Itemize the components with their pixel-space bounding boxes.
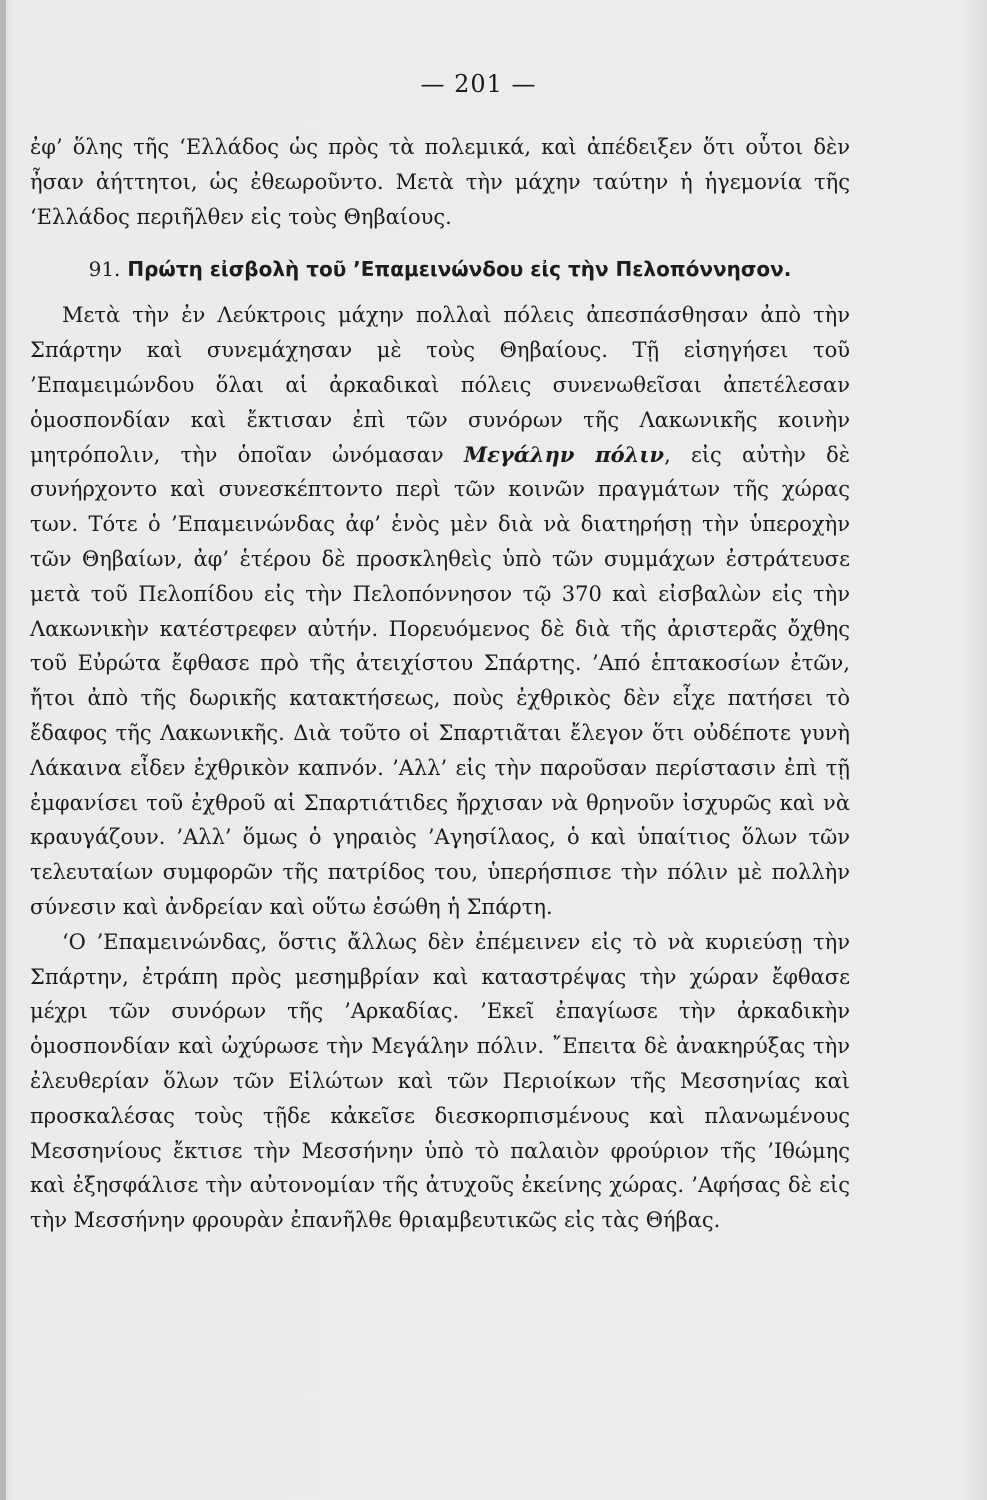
page-binding-edge	[0, 0, 6, 1500]
emphasized-term: Μεγάλην πόλιν	[463, 441, 665, 467]
paragraph-epaminondas: ‘Ο ’Επαμεινώνδας, ὅστις ἄλλως δὲν ἐπέμεινεν εἰς τὸ νὰ κυριεύσῃ τὴν Σπάρτην, ἐτράπη πρὸς μεσημβρίαν καὶ καταστρέψας τὴν χώραν ἔφθασε μέχρι τῶν συνόρων τῆς ’Αρκαδίας. ’Εκεῖ ἐπαγίωσε τὴν ἀρκαδικὴν ὁμοσπονδίαν καὶ ὠχύρωσε τὴν Μεγάλην πόλιν. ῎Επειτα δὲ ἀνακηρύξας τὴν ἐλευθερίαν ὅλων τῶν Εἱλώτων καὶ τῶν Περιοίκων τῆς Μεσσηνίας καὶ προσκαλέσας τοὺς τῇδε κἀκεῖσε διεσκορπισμένους καὶ πλανωμένους Μεσσηνίους ἔκτισε τὴν Μεσσήνην ὑπὸ τὸ παλαιὸν φρούριον τῆς ’Ιθώμης καὶ ἐξησφάλισε τὴν αὐτονομίαν τῆς ἀτυχοῦς ἐκείνης χώρας. ’Αφήσας δὲ εἰς τὴν Μεσσήνην φρουρὰν ἐπανῆλθε θριαμβευτικῶς εἰς τὰς Θήβας.	[30, 929, 850, 1233]
paragraph-leuctra	[30, 298, 850, 924]
section-heading	[30, 252, 850, 286]
page-number: — 201 —	[420, 70, 537, 98]
paragraph-leuctra-text-a: Μετὰ τὴν ἐν Λεύκτροις μάχην πολλαὶ πόλεις ἀπεσπάσθησαν ἀπὸ τὴν Σπάρτην καὶ συνεμάχησαν μὲ τοὺς Θηβαίους. Τῇ εἰσηγήσει τοῦ ’Επαμειμώνδου ὅλαι αἱ ἀρκαδικαὶ πόλεις συνενωθεῖσαι ἀπετέλεσαν ὁμοσπονδίαν καὶ ἔκτισαν ἐπὶ τῶν συνόρων τῆς Λακωνικῆς κοινὴν μητρόπολιν, τὴν ὁποῖαν ὠνόμασαν	[30, 303, 850, 467]
paragraph-leuctra-text-b: , εἰς αὐτὴν δὲ συνήρχοντο καὶ συνεσκέπτοντο περὶ τῶν κοινῶν πραγμάτων τῆς χώρας των. Τότε ὁ ’Επαμεινώνδας ἀφ’ ἑνὸς μὲν διὰ νὰ διατηρήσῃ τὴν ὑπεροχὴν τῶν Θηβαίων, ἀφ’ ἑτέρου δὲ προσκληθεὶς ὑπὸ τῶν συμμάχων ἐστράτευσε μετὰ τοῦ Πελοπίδου εἰς τὴν Πελοπόννησον τῷ 370 καὶ εἰσβαλὼν εἰς τὴν Λακωνικὴν κατέστρεφεν αὐτήν. Πορευόμενος δὲ διὰ τῆς ἀριστερᾶς ὄχθης τοῦ Εὐρώτα ἔφθασε πρὸ τῆς ἀτειχίστου Σπάρτης. ’Από ἑπτακοσίων ἐτῶν, ἤτοι ἀπὸ τῆς δωρικῆς κατακτήσεως, ποὺς ἐχθρικὸς δὲν εἶχε πατήσει τὸ ἔδαφος τῆς Λακωνικῆς. Διὰ τοῦτο οἱ Σπαρτιᾶται ἔλεγον ὅτι οὐδέποτε γυνὴ Λάκαινα εἶδεν ἐχθρικὸν καπνόν. ’Αλλ’ εἰς τὴν παροῦσαν περίστασιν ἐπὶ τῇ ἐμφανίσει τοῦ ἐχθροῦ αἱ Σπαρτιάτιδες ἤρχισαν νὰ θρηνοῦν ἰσχυρῶς καὶ νὰ κραυγάζουν. ’Αλλ’ ὅμως ὁ γηραιὸς ’Αγησίλαος, ὁ καὶ ὑπαίτιος ὅλων τῶν τελευταίων συμφορῶν τῆς πατρίδος του, ὑπερήσπισε τὴν πόλιν μὲ πολλὴν σύνεσιν καὶ ἀνδρείαν καὶ οὕτω ἐσώθη ἡ Σπάρτη.	[30, 442, 850, 919]
section-title: Πρώτη εἰσβολὴ τοῦ ’Επαμεινώνδου εἰς τὴν Πελοπόννησον.	[127, 257, 792, 282]
paragraph-continuation: ἐφ’ ὅλης τῆς ‘Ελλάδος ὡς πρὸς τὰ πολεμικά, καὶ ἀπέδειξεν ὅτι οὗτοι δὲν ἦσαν ἀήττητοι, ὡς ἐθεωροῦντο. Μετὰ τὴν μάχην ταύτην ἡ ἡγεμονία τῆς ‘Ελλάδος περιῆλθεν εἰς τοὺς Θηβαίους.	[30, 135, 850, 229]
section-number: 91.	[88, 257, 121, 282]
